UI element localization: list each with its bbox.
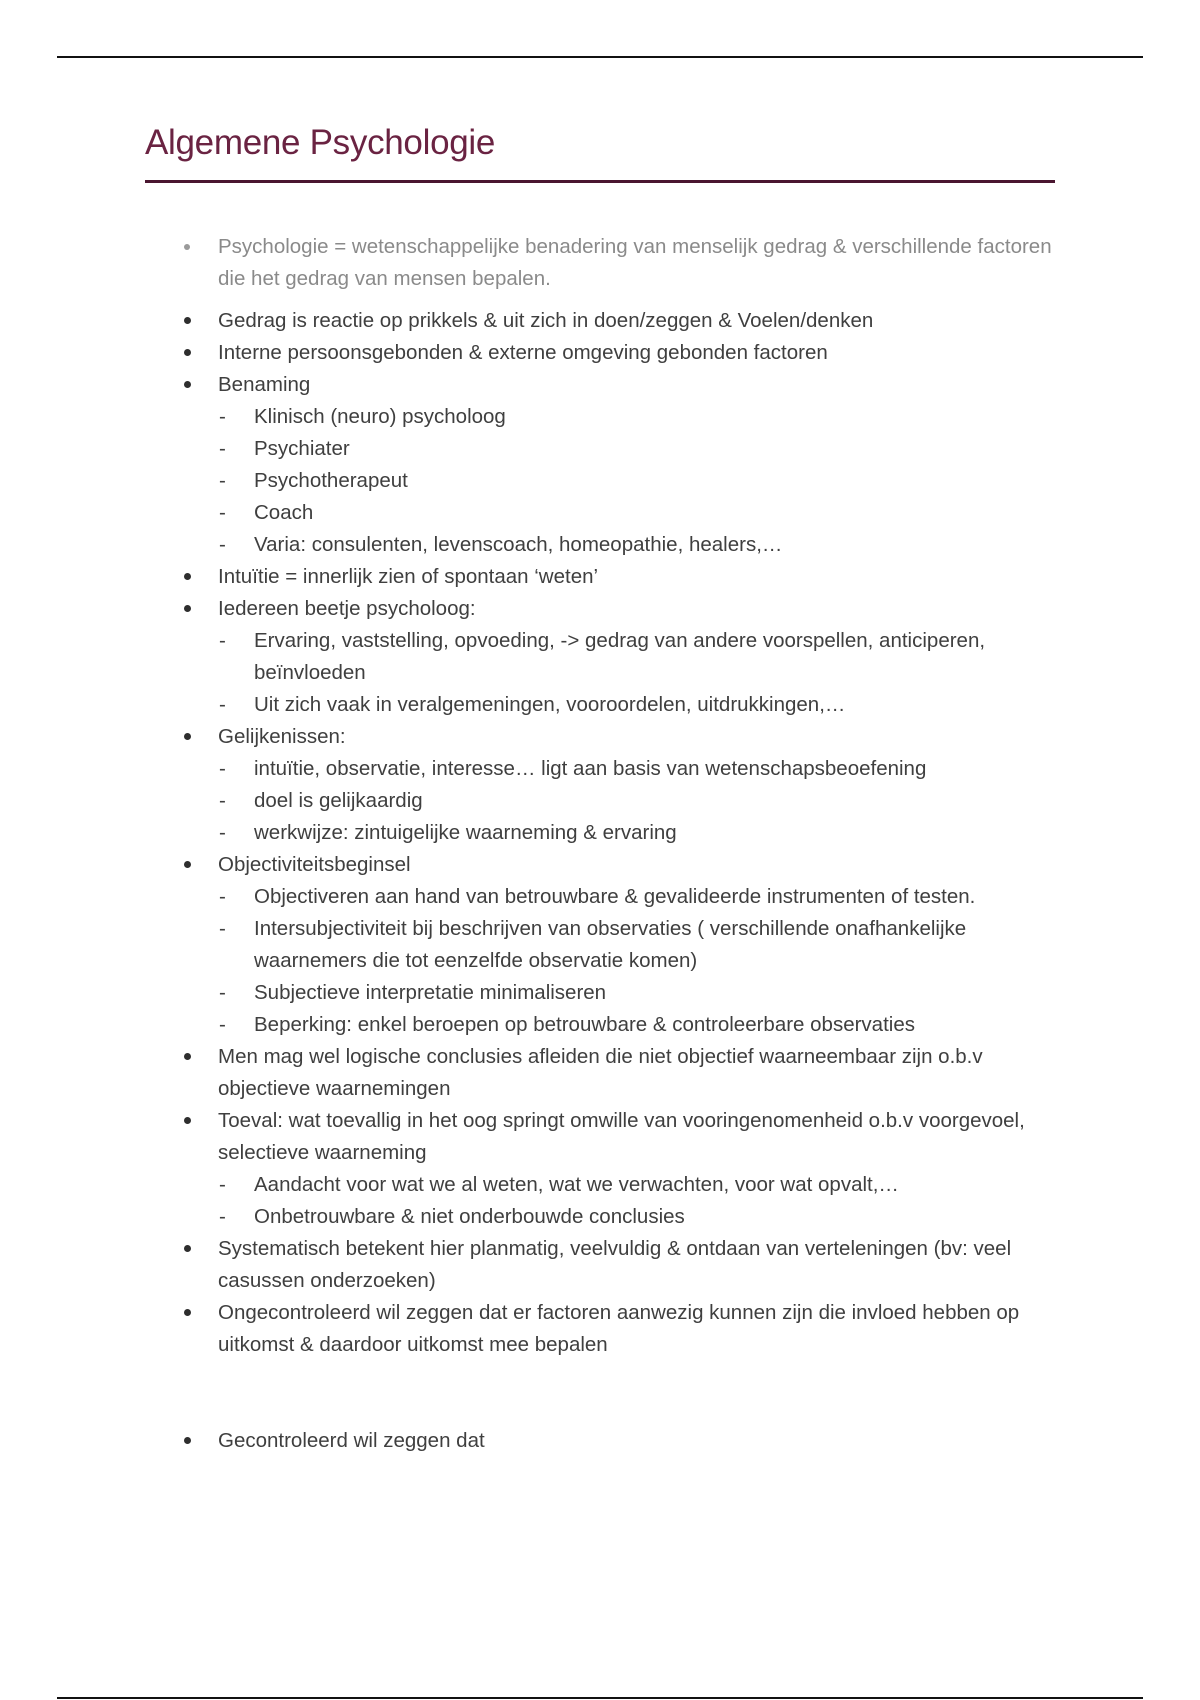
sub-list xyxy=(145,625,1055,721)
list-item-text: Benaming xyxy=(218,373,311,396)
dash-marker-icon: - xyxy=(219,1173,226,1196)
list-item-text: Objectiviteitsbeginsel xyxy=(218,853,411,876)
list-item xyxy=(145,305,1055,337)
sub-list xyxy=(145,881,1055,1041)
list-item xyxy=(145,721,1055,849)
sub-list xyxy=(145,753,1055,849)
sub-list-item xyxy=(145,1169,1055,1201)
list-item-text: Men mag wel logische conclusies afleiden die niet objectief waarneembaar zijn o.b.v objectieve waarnemingen xyxy=(218,1045,983,1100)
list-item xyxy=(145,849,1055,1041)
sub-list xyxy=(145,401,1055,561)
list-item xyxy=(145,337,1055,369)
bullet-dot-icon xyxy=(184,381,191,388)
dash-marker-icon: - xyxy=(219,885,226,908)
sub-list-item xyxy=(145,977,1055,1009)
sub-list-item xyxy=(145,753,1055,785)
sub-list-item xyxy=(145,881,1055,913)
dash-marker-icon: - xyxy=(219,437,226,460)
document-body xyxy=(145,118,1055,1457)
dash-marker-icon: - xyxy=(219,533,226,556)
list-item xyxy=(145,1233,1055,1297)
dash-marker-icon: - xyxy=(219,821,226,844)
list-item-text: Systematisch betekent hier planmatig, veelvuldig & ontdaan van verteleningen (bv: veel casussen onderzoeken) xyxy=(218,1237,1012,1292)
bullet-dot-icon xyxy=(184,733,191,740)
dash-marker-icon: - xyxy=(219,757,226,780)
page-bottom-rule xyxy=(57,1697,1143,1699)
dash-marker-icon: - xyxy=(219,917,226,940)
bullet-dot-icon xyxy=(184,1309,191,1316)
dash-marker-icon: - xyxy=(219,693,226,716)
bullet-dot-icon xyxy=(184,1245,191,1252)
sub-list-item-text: Intersubjectiviteit bij beschrijven van observaties ( verschillende onafhankelijke waarnemers die tot eenzelfde observatie komen) xyxy=(254,917,967,972)
bullet-dot-icon xyxy=(184,244,190,250)
sub-list-item xyxy=(145,1201,1055,1233)
list-item-text: Gedrag is reactie op prikkels & uit zich in doen/zeggen & Voelen/denken xyxy=(218,309,874,332)
sub-list-item-text: Ervaring, vaststelling, opvoeding, -> gedrag van andere voorspellen, anticiperen, beïnvloeden xyxy=(254,629,986,684)
sub-list-item-text: doel is gelijkaardig xyxy=(254,789,423,812)
sub-list-item xyxy=(145,401,1055,433)
sub-list-item xyxy=(145,913,1055,977)
bullet-dot-icon xyxy=(184,861,191,868)
sub-list-item xyxy=(145,785,1055,817)
sub-list-item-text: intuïtie, observatie, interesse… ligt aan basis van wetenschapsbeoefening xyxy=(254,757,927,780)
dash-marker-icon: - xyxy=(219,405,226,428)
list-item-text: Iedereen beetje psycholoog: xyxy=(218,597,476,620)
sub-list-item-text: Subjectieve interpretatie minimaliseren xyxy=(254,981,607,1004)
list-item-text: Interne persoonsgebonden & externe omgeving gebonden factoren xyxy=(218,341,828,364)
bullet-dot-icon xyxy=(184,1117,191,1124)
sub-list-item-text: Varia: consulenten, levenscoach, homeopathie, healers,… xyxy=(254,533,783,556)
bullet-list xyxy=(145,305,1055,1361)
sub-list-item-text: Psychiater xyxy=(254,437,350,460)
list-item-text: Toeval: wat toevallig in het oog springt omwille van vooringenomenheid o.b.v voorgevoel, selectieve waarneming xyxy=(218,1109,1025,1164)
list-item xyxy=(145,1105,1055,1233)
intro-list xyxy=(145,231,1055,295)
page-top-rule xyxy=(57,56,1143,58)
dash-marker-icon: - xyxy=(219,501,226,524)
sub-list-item xyxy=(145,529,1055,561)
sub-list-item xyxy=(145,625,1055,689)
list-item-text: Psychologie = wetenschappelijke benadering van menselijk gedrag & verschillende factoren die het gedrag van mensen bepalen. xyxy=(218,235,1052,290)
bullet-dot-icon xyxy=(184,349,191,356)
list-item xyxy=(145,593,1055,721)
sub-list-item-text: Coach xyxy=(254,501,314,524)
sub-list-item xyxy=(145,465,1055,497)
sub-list-item-text: Objectiveren aan hand van betrouwbare & gevalideerde instrumenten of testen. xyxy=(254,885,976,908)
dash-marker-icon: - xyxy=(219,1205,226,1228)
dash-marker-icon: - xyxy=(219,981,226,1004)
list-item xyxy=(145,231,1055,295)
sub-list-item xyxy=(145,497,1055,529)
bullet-dot-icon xyxy=(184,573,191,580)
list-item xyxy=(145,1425,1055,1457)
sub-list-item-text: Onbetrouwbare & niet onderbouwde conclusies xyxy=(254,1205,685,1228)
sub-list-item-text: Psychotherapeut xyxy=(254,469,408,492)
bullet-dot-icon xyxy=(184,1053,191,1060)
list-item xyxy=(145,1041,1055,1105)
dash-marker-icon: - xyxy=(219,629,226,652)
bullet-dot-icon xyxy=(184,1437,191,1444)
bullet-dot-icon xyxy=(184,317,191,324)
dash-marker-icon: - xyxy=(219,789,226,812)
sub-list-item xyxy=(145,689,1055,721)
list-item xyxy=(145,561,1055,593)
sub-list-item-text: werkwijze: zintuigelijke waarneming & ervaring xyxy=(254,821,677,844)
bullet-dot-icon xyxy=(184,605,191,612)
sub-list-item xyxy=(145,817,1055,849)
sub-list-item-text: Uit zich vaak in veralgemeningen, vooroordelen, uitdrukkingen,… xyxy=(254,693,846,716)
list-item-text: Gecontroleerd wil zeggen dat xyxy=(218,1429,485,1452)
list-item-text: Intuïtie = innerlijk zien of spontaan ‘weten’ xyxy=(218,565,599,588)
title-underline xyxy=(145,180,1055,183)
list-item xyxy=(145,369,1055,561)
dash-marker-icon: - xyxy=(219,469,226,492)
sub-list-item-text: Klinisch (neuro) psycholoog xyxy=(254,405,506,428)
dash-marker-icon: - xyxy=(219,1013,226,1036)
list-item-text: Ongecontroleerd wil zeggen dat er factoren aanwezig kunnen zijn die invloed hebben op uitkomst & daardoor uitkomst mee bepalen xyxy=(218,1301,1020,1356)
final-bullet-list xyxy=(145,1425,1055,1457)
list-item-text: Gelijkenissen: xyxy=(218,725,346,748)
document-title: Algemene Psychologie xyxy=(145,123,496,162)
sub-list-item xyxy=(145,433,1055,465)
list-item xyxy=(145,1297,1055,1361)
sub-list-item-text: Beperking: enkel beroepen op betrouwbare & controleerbare observaties xyxy=(254,1013,915,1036)
sub-list-item-text: Aandacht voor wat we al weten, wat we verwachten, voor wat opvalt,… xyxy=(254,1173,899,1196)
sub-list-item xyxy=(145,1009,1055,1041)
sub-list xyxy=(145,1169,1055,1233)
